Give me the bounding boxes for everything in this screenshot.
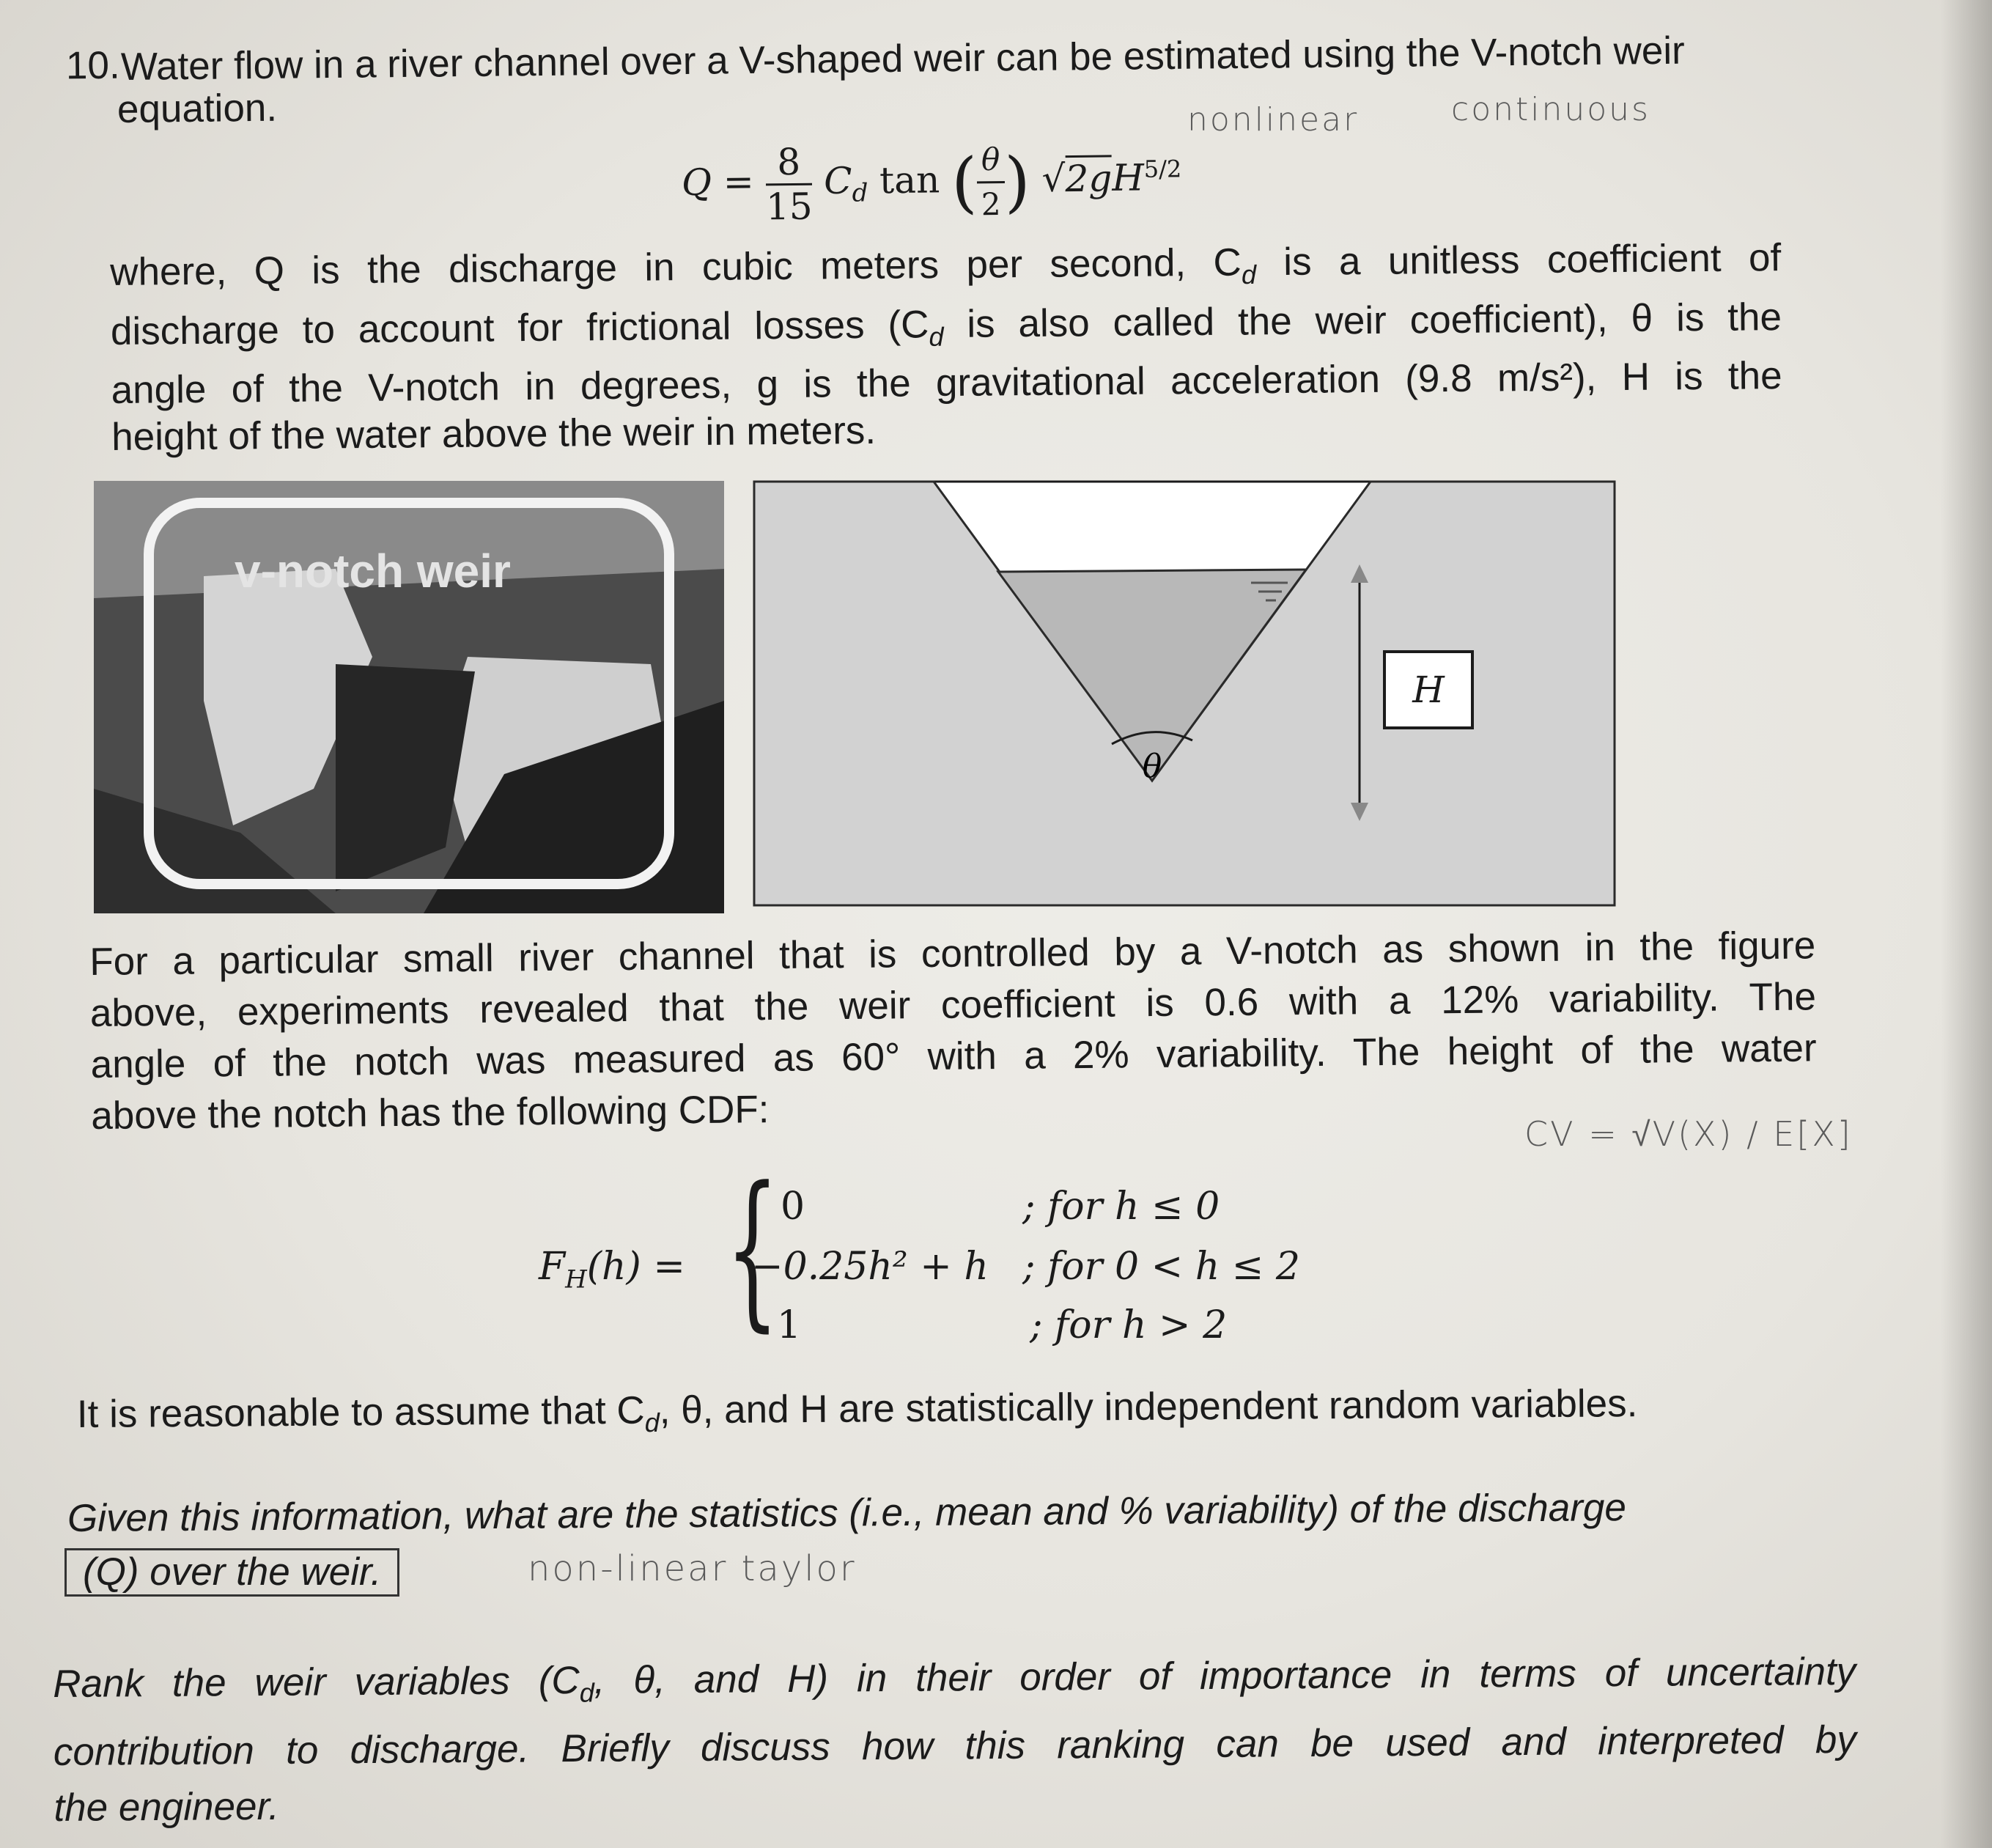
intro-line-2: equation.	[117, 86, 278, 131]
photo-label: v-notch weir	[235, 545, 511, 597]
intro-line-1: Water flow in a river channel over a V-shaped weir can be estimated using the V-notch weir	[120, 29, 1686, 89]
annotation-continuous: continuous	[1451, 91, 1650, 128]
def-line-4: height of the water above the weir in meters.	[111, 409, 877, 460]
problem-number: 10.	[65, 43, 120, 88]
def-line-1: where, Q is the discharge in cubic meters per second, C	[110, 240, 1242, 294]
cdf-case-3-cond: ; for h > 2	[1030, 1303, 1228, 1347]
v-notch-diagram	[753, 480, 1616, 907]
definitions-paragraph: where, Q is the discharge in cubic meters per second, $C_d$ is a unitless coefficient of discharge to account for frictional losses ($C_d$ is also called the weir coefficient), θ is the angle of the V-notch in degrees, g is the gravitational acceleration (9.8 m/s²), H is the height of the water above the weir in meters.	[110, 235, 1782, 461]
theta-label: θ	[1142, 748, 1162, 785]
cdf-case-3-value: 1	[777, 1303, 802, 1347]
exp-line-2: above, experiments revealed that the weir coefficient is 0.6 with a 12% variability. The	[89, 975, 1817, 1035]
cdf-case-1-value: 0	[781, 1185, 805, 1229]
experiment-paragraph	[89, 920, 1818, 1142]
question-1-line-2: (Q) over the weir.	[64, 1548, 399, 1597]
def-line-2: discharge to account for frictional losses (C	[110, 302, 929, 353]
question-2-line-3: the engineer.	[54, 1784, 280, 1830]
cdf-case-1-cond: ; for h ≤ 0	[1022, 1185, 1220, 1229]
annotation-cv: CV = √V(X) / E[X]	[1524, 1114, 1853, 1154]
question-2: Rank the weir variables ($C_d$, θ, and H) in their order of importance in terms of uncertainty contribution to discharge. Briefly discuss how this ranking can be used and interpreted by the engineer.	[53, 1644, 1857, 1836]
exp-line-3: angle of the notch was measured as 60° with a 2% variability. The height of the water	[90, 1026, 1817, 1086]
question-2-line-2: contribution to discharge. Briefly discuss how this ranking can be used and interpreted by	[53, 1718, 1857, 1774]
h-label-box: H	[1383, 650, 1474, 729]
exp-line-1: For a particular small river channel that is controlled by a V-notch as shown in the figure	[89, 924, 1816, 984]
question-1-line-1: Given this information, what are the statistics (i.e., mean and % variability) of the discharge	[67, 1486, 1627, 1540]
annotation-nonlinear: nonlinear	[1187, 101, 1360, 139]
exp-line-4: above the notch has the following CDF:	[91, 1088, 770, 1138]
def-line-3: angle of the V-notch in degrees, g is the gravitational acceleration (9.8 m/s²), H is the	[111, 354, 1782, 413]
weir-equation: Q = $\frac{8}{15}$ $C_d$ tan ( $\frac{\theta}{2}$ ) $√2gH^{5/2}$	[681, 136, 1182, 229]
independence-assumption: It is reasonable to assume that $C_d$, θ, and H are statistically independent random variables.	[76, 1382, 1638, 1438]
annotation-taylor: non-linear taylor	[528, 1548, 857, 1589]
page-edge-shadow	[1941, 0, 1992, 1848]
cdf-equation: $F_H(h)$ = { 0 ; for h ≤ 0 −0.25h² + h ; for 0 < h ≤ 2 1 ; for h > 2	[539, 1152, 1300, 1347]
cdf-case-2-value: −0.25h² + h	[751, 1245, 989, 1289]
cdf-case-2-cond: ; for 0 < h ≤ 2	[1022, 1245, 1300, 1289]
